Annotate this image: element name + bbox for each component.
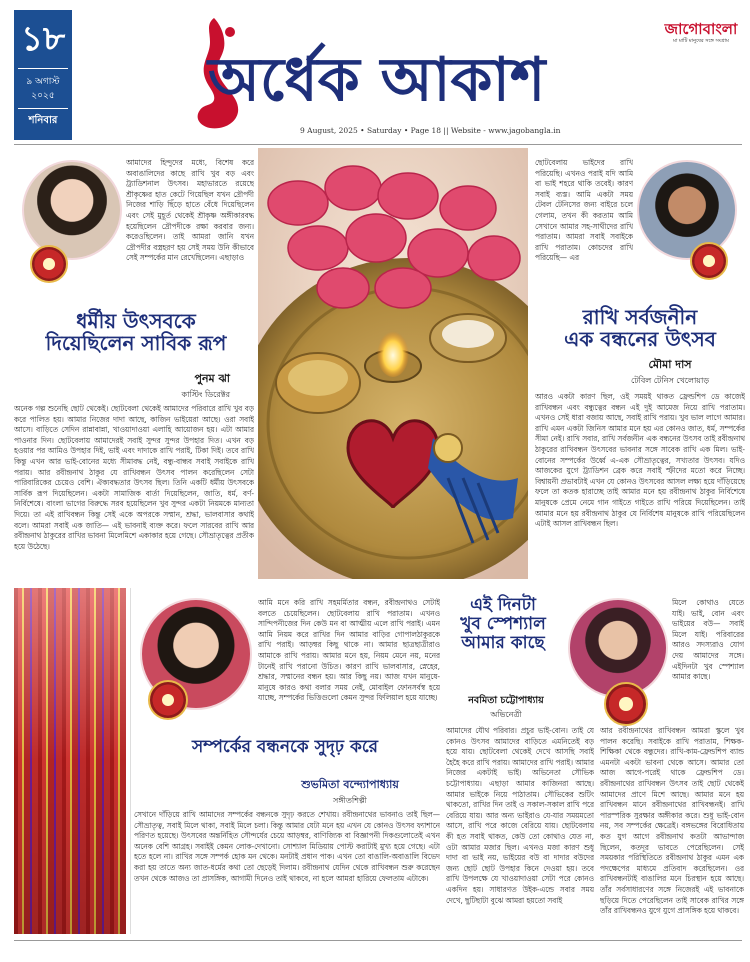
- article4-body-right: আর রবীন্দ্রনাথের রাখিবন্ধন আমরা স্কুলে খুব পালন করেছি। সবাইকে রাখি পরাতাম, শিক্ষক-শিক্ষিকা থেকে বন্ধুদের। রাখি-কাম-ফ্রেন্ডশিপ ব্যান্ড এমনটা একটা ভাবনা থেকে আসে। আমার তো আজ আগে-পরেই থাকে ফ্রেন্ডশিপ ডে। রবীন্দ্রনাথের রাখিবন্ধন উৎসব তাই ছোট থেকেই আমাদের প্রাণে মিশে আছে। আমার মনে হয় রাখিবন্ধন মানে রবীন্দ্রনাথের রাখিবন্ধনই। রাখি পারস্পরিক সুরক্ষার অঙ্গীকার করে। শুধু ভাই-বোন নয়, সব সম্পর্কের ক্ষেত্রেই। বঙ্গভঙ্গের বিরোধিতায় কত যুগ আগে রবীন্দ্রনাথ কতটা আভান্দাজ ছিলেন, কতদূর ভাবতে পেরেছিলেন। সেই সময়কার পরিস্থিতিতে রবীন্দ্রনাথ ঠাকুর এমন এক পদক্ষেপের মাধ্যমে প্রতিবাদ করেছিলেন। ওর রাখিবন্ধনটাই বাঙালির মনে চিরস্থান হয়ে আছে। তাঁর সর্বসাধারণের সঙ্গে নিজেরই এই ভাবনাকে ছড়িয়ে দিতে পেরেছিলেন তাই সাবেক রাখির সঙ্গে তাঁর রাখিবন্ধনও যুগে যুগে প্রাসঙ্গিক হয়ে থাকবে।: [600, 726, 744, 916]
- article2-byline: [600, 356, 740, 388]
- rakhi-decoration-icon: [690, 242, 728, 280]
- brand-name: জাগোবাংলা: [664, 20, 738, 38]
- brand-tagline: মা মাটি মানুষের সঙ্গে সংগ্রাম: [673, 38, 729, 44]
- article1-author-name: পুনম ঝা: [194, 372, 230, 385]
- article4-author-name: নবমিতা চট্টোপাধ্যায়: [468, 695, 544, 706]
- rakhi-decoration-icon: [30, 245, 68, 283]
- issue-weekday: শনিবার: [28, 115, 58, 126]
- column-rule: [130, 588, 131, 934]
- article4-byline: [446, 694, 566, 722]
- article4-intro: মিলে কোথাও যেতে যাই। ভাই, বোন এবং ভাইয়ের বউ— সবাই মিলে যাই। পরিবারের আরও সদস্যরাও যোগ দেয় আমাদের সঙ্গে। এইদিনটা খুব স্পেশ্যাল আমার কাছে।: [672, 598, 744, 682]
- rakhi-thali-photo: [258, 148, 528, 579]
- article2-body: আরও একটা কারণ ছিল, ওই সময়ই থাকত ফ্রেন্ডশিপ ডে কাজেই রাখিবন্ধন এবং বন্ধুত্বের বন্ধন এই দুই আমেজ নিয়ে রাখি পরাতাম। এখনও সেই ধারা বজায় আছে, সবাই রাখি পরায়। খুব ভাল লাগে আমার। রাখি এমন একটা জিনিস আমার মনে হয় এর কোনও জাত, ধর্ম, সম্পর্কের সীমা নেই। রাখি সবার, রাখি সর্বজনীন এক বন্ধনের উৎসব তাই রবীন্দ্রনাথ ঠাকুরের রাখিবন্ধন উৎসবের ভাবনার সঙ্গে সাবেক রাখি এক মিল। ভাই-বোনের সম্পর্কের উর্ধ্বে এ-এক সৌভ্রাতৃত্বের, সখ্যতার উৎসব। যদিও আজকের যুগে ট্র্যাডিশন ব্রেক করে সবাই স্ফীদের মতো করে নিচ্ছে। বিশ্বায়নী প্রভাবটাই এখন যে কোনও উৎসবের আসল লক্ষ্য হয়ে দাঁড়িয়েছে ফলে তা কতক হারাচ্ছে তাই আমার মনে হয় রবীন্দ্রনাথ ঠাকুর নির্বিশেষে মানুষকে প্রেমে নেমে গান গাইতে গাইতে রাখি পরিয়ে দিয়েছিলেন। তাই আমার মনে হয় রবীন্দ্রনাথ ঠাকুর যে নির্বিশেষ মানুষকে রাখি পরিয়েছিলেন এটাই আসল রাখিবন্ধন ছিল।: [535, 392, 745, 529]
- article2-intro: ছোটবেলায় ভাইদের রাখি পরিয়েছি। এখনও পরাই যদি আমি বা ভাই শহরে থাকি তবেই। কারণ সবাই ব্যস্ত। আমি একটা সময় টেবল টেনিসের জন্য বাইরে চলে গেলাম, তখন কী করতাম আমি সেখানে আমার সহ-সাথীদের রাখি পরাতাম। আমরা সবাই সবাইকে রাখি পরাতাম। কোচদের রাখি পরিয়েছি— এর: [535, 158, 633, 263]
- article1-author-role: কাস্টিং ডিরেক্টর: [181, 390, 230, 399]
- article3-intro: আমি মনে করি রাখি সহমর্মিতার বন্ধন, রবীন্দ্রনাথও সেটাই বলতে চেয়েছিলেন। ছোটবেলায় রাখি পরাতাম। এখনও সান্দিপনীজের দিন কেউ মন বা আত্মীয় এলে রাখি পরাই। এমন আমি নিয়ম করে রাখির দিন আমার বাড়ির গোপালঠাকুরকে রাখি পরাই। আড়ম্বর কিছু থাকে না। আমার ছাত্রছাত্রীরাও আমাকে রাখি পরায়। আমার মনে হয়, নিয়ম মেনে নয়, মনের টানেই রাখি পরানো উচিত। কারণ রাখি ভালবাসার, স্নেহের, শ্রদ্ধার, সম্মানের বন্ধন হয়। আর কিছু নয়। আজ যখন মানুষে-মানুষে কারও কথা বলার সময় নেই, মোবাইল ফোনসর্বস্ব হয়ে যাচ্ছে, সম্পর্কের ভিত্তিগুলো কেমন সুন্দর ফিলিয়াল হয়ে যাচ্ছে।: [258, 598, 440, 703]
- footer-rule: [14, 940, 742, 941]
- article1-body: অনেক গল্প শুনেছি ছোট থেকেই। ছোটবেলা থেকেই আমাদের পরিবারে রাখি খুব বড় করে পালিত হয়। আমার নিজের দাদা আছে, কাজিন ভাইয়েরা আছে। ওরা সবাই আসে। বাড়িতে সেদিন রান্নাবান্না, খাওয়াদাওয়া এলাহি আয়োজন হয়। এটা আমার পাওনার দিন। ছোটবেলায় আমাদেরই সবাই সুন্দর সুন্দর উপহার দিত। এখন বড় হওয়ার পর আমিও উপহার দিই, ভাই এবং দাদাকে রাখি পরাই, টিকা দিই। তবে রাখি কিন্তু এখন আর ভাই-বোনের মধ্যে সীমাবদ্ধ নেই, বন্ধু-বান্ধব সবাই সবাইকে রাখি পরায়। আর রবীন্দ্রনাথ ঠাকুর যে রাখিবন্ধন উৎসব পালন করেছিলেন সেটা পারিবারিকের চেয়েও বেশি। ঐক্যবদ্ধতার উৎসব ছিল। তিনি একটি ধর্মীয় উৎসবকে সার্বিক রূপ দিয়েছিলেন। একটা সামাজিক বার্তা দিয়েছিলেন, জাতি, ধর্ম, বর্ণ-নির্বিশেষে। বাংলা ভাগের বিরুদ্ধে সরব হয়েছিলেন খুব সুন্দর একটা নিয়মকে মান্যতা দিয়ে। তা এই রাখিবন্ধন কিন্তু সেই একে অপরকে সম্মান, শ্রদ্ধা, ভালবাসার কথাই বলে। আমরা সবাই এক জাতি— এই ভাবনাই ব্যক্ত করে। ফলে সারবের রাখি আর রবীন্দ্রনাথ ঠাকুরের রাখির ভাবনা মিলেমিশে একাকার হয়ে গেছে। সৌভ্রাতৃত্বের প্রতীক হয়ে উঠেছে।: [14, 404, 254, 551]
- article4-body-left: আমাদের যৌথ পরিবার। প্রচুর ভাই-বোন। তাই যে কোনও উৎসব আমাদের বাড়িতে এমনিতেই বড় হয়ে যায়। ছোটবেলা থেকেই দেখে আসছি সবাই হৈহৈ করে রাখি পরায়। আমাদের রাখি পরাই। আমার নিজের একটাই ভাই। অভিনেতা সৌভিক চট্টোপাধ্যায়। এছাড়া আমার কাজিনরা আছে। আমার ভাইকে নিয়ে পাঠাতাম। সৌভিকের শুটিং থাকতো, রাখির দিন তাই ও সকাল-সকাল রাখি পরে বেরিয়ে যায়। আর অন্য ভাইরাও যে-যার সময়মতো আসে, রাখি পরে কাজে বেরিয়ে যায়। ছোটবেলায় কী হত সবাই থাকত, কেউ তো কোথাও যেত না, ওটা আমার মজার ছিল। এখনও মজা কারণ শুধু দাদা বা ভাই নয়, ভাইয়ের বউ বা দাদার বউদের জন্য ছোট ছোট উপহার কিনে দেওয়া হয়। তবে রাখি উপলক্ষে যে খাওয়াদাওয়া সেটা পরে কোনও একদিন হয়। সাধারণত উইক-এন্ডে সবার সময় দেখে, ছুটিছাটা বুঝে আমরা হয়তো সবাই: [446, 726, 594, 905]
- article4-author-role: অভিনেত্রী: [490, 710, 522, 719]
- article3-byline: [260, 776, 440, 808]
- article1-headline: ধর্মীয় উৎসবকে দিয়েছিলেন সাবিক রূপ: [45, 309, 227, 356]
- issue-date: ৯ অগাস্ট ২০২৫: [18, 69, 68, 109]
- article2-author-name: মৌমা দাস: [648, 358, 692, 371]
- article2-author-role: টেবিল টেনিস খেলোয়াড়: [630, 376, 710, 385]
- author-photo-poonam: [22, 160, 122, 260]
- article3-author-name: শুভমিতা বন্দ্যোপাধ্যায়: [301, 778, 399, 791]
- article3-headline: সম্পর্কের বন্ধনকে সুদৃঢ় করে: [191, 737, 379, 757]
- rakhi-decoration-icon: [148, 680, 188, 720]
- article2-headline: রাখি সর্বজনীন এক বন্ধনের উৎসব: [564, 305, 716, 352]
- brand-logo: [660, 20, 742, 45]
- shop-light-overlay: [14, 588, 126, 934]
- rakhi-shop-photo: [14, 588, 126, 934]
- article3-author-role: সঙ্গীতশিল্পী: [333, 796, 367, 805]
- article3-body: সেখানে দাঁড়িয়ে রাখি আমাদের সম্পর্কের বন্ধনকে সুদৃঢ় করতে শেখায়। রবীন্দ্রনাথের ভাবনাও তাই ছিল— সৌভ্রাতৃত্ব, সবাই মিলে থাকা, সবাই মিলে চলা। কিন্তু আমার যেটা মনে হয় এখন যে কোনও উৎসব ফ্যাশানে পরিণত হয়েছে। উৎসবের অন্তর্নিহিত সৌন্দর্যের চেয়ে আড়ম্বর, বাণিজ্যিক বা বিজ্ঞাপনী দিকগুলোতেই এখন অনেক বেশি আগ্রহ। সবাইই কেমন লোক-দেখানো। সোশ্যাল মিডিয়ায় পোস্ট করাটাই মুখ্য হয়ে গেছে। এটা হতে হলে না। রাখির সঙ্গে সম্পর্ক হোক মন থেকে। মনটাই প্রধান পাক। এখন তো বাঙালি-অবাঙালি বিভেদ করা হয় তাতে অন্য জাত-ধর্মের কথা তো ছেড়েই দিলাম। রবীন্দ্রনাথ যেদিন থেকে রাখিবন্ধন শুরু করেছেন তখন থেকে আজও তা প্রাসঙ্গিক, আগামী দিনেও তাই থাকবে, না হলে আমরা হারিয়ে ফেলতাম এটাকে।: [134, 810, 440, 883]
- rakhi-decoration-icon: [604, 682, 648, 726]
- masthead-title: অর্ধেক আকাশ: [208, 45, 546, 115]
- page-badge: [14, 10, 72, 140]
- header-rule: [14, 144, 742, 145]
- masthead-info-line: 9 August, 2025 • Saturday • Page 18 || Website - www.jagobangla.in: [300, 126, 561, 135]
- article1-intro: আমাদের হিন্দুদের মধ্যে, বিশেষ করে অবাঙালিদের কাছে রাখি খুব বড় এবং ট্র্যাডিশনাল উৎসব। মহাভারতে রয়েছে শ্রীকৃষ্ণের হাত কেটে গিয়েছিল যখন দ্রৌপদী নিজের শাড়ি ছিঁড়ে হাতে বেঁধে দিয়েছিলেন এবং সেই মুহূর্ত থেকেই শ্রীকৃষ্ণ অঙ্গীকারবদ্ধ হয়েছিলেন দ্রৌপদীকে রক্ষা করবার জন্য। করেওছিলেন। তাই আমরা জানি যখন দ্রৌপদীর বস্ত্রহরণ হয় সেই সময় উনি কীভাবে সেই সম্পর্কের মান রেখেছিলেন। এছাড়াও: [126, 158, 254, 263]
- article4-headline: এই দিনটা খুব স্পেশ্যাল আমার কাছে: [460, 595, 546, 654]
- author-photo-mouma: [637, 160, 737, 260]
- thali-illustration-icon: [258, 148, 528, 579]
- article1-byline: [60, 370, 230, 402]
- page-number: ১৮: [18, 10, 68, 69]
